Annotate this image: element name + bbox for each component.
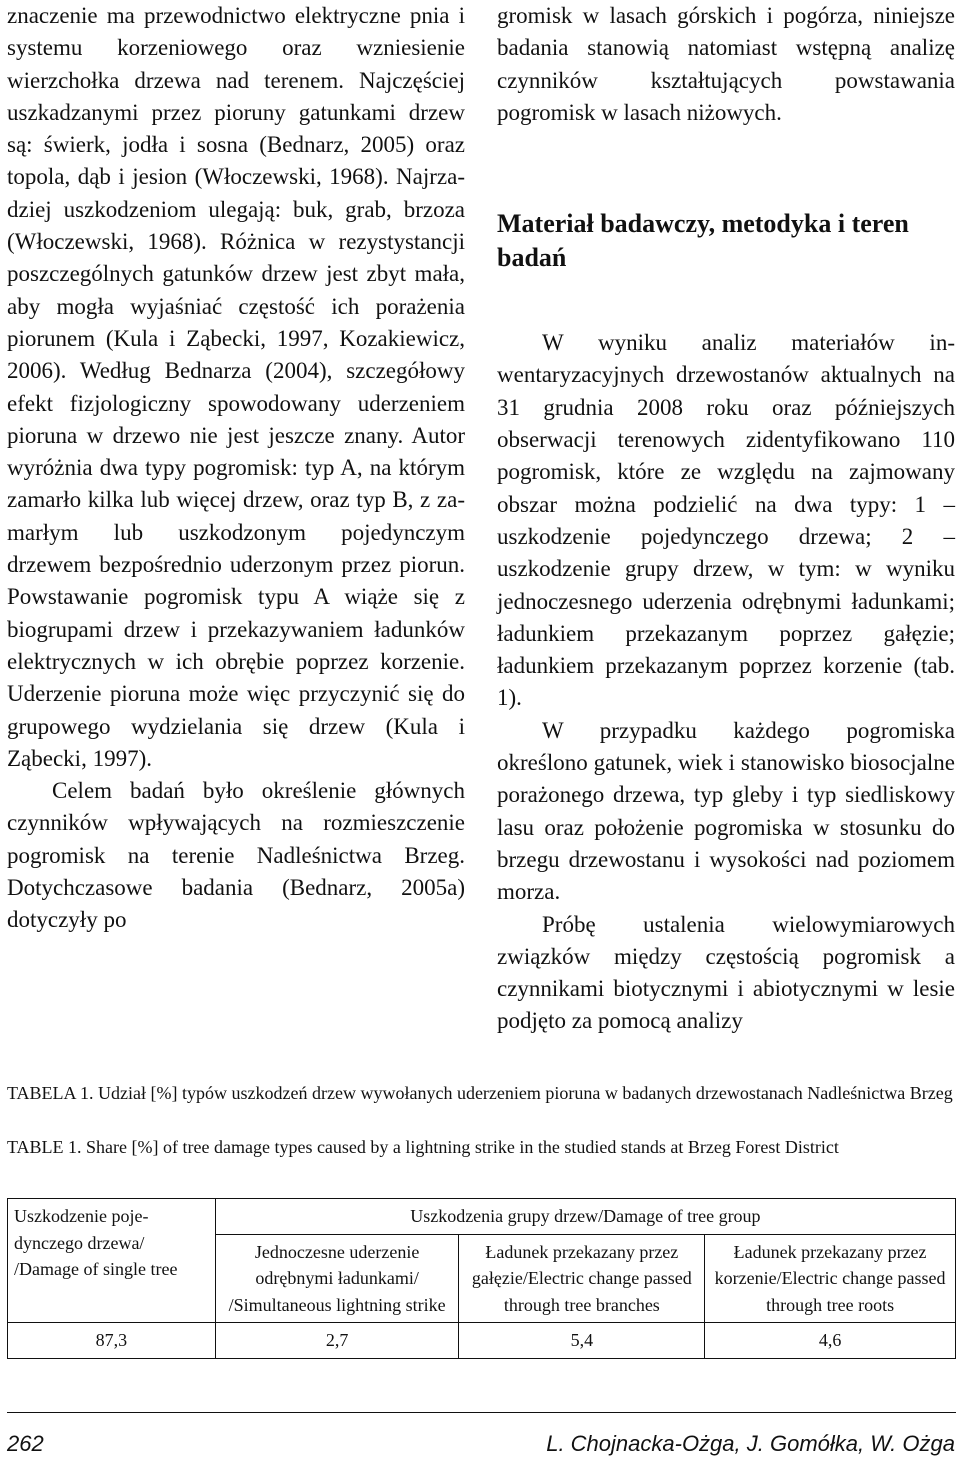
left-paragraph-1: znaczenie ma przewodnictwo elektryczne pnia i systemu korzeniowego oraz wzniesienie wierzchołka drzewa nad terenem. Najczęściej uszkadzanymi przez pioruny gatunkami drzew są: świerk, jodła i sosna (Bednarz, 2005) oraz topola, dąb i jesion (Włoczewski, 1968). Najrzadziej uszkodzeniom ulegają: buk, grab, brzoza (Włoczewski, 1968). Różnica w rezystystancji poszczególnych gatunków drzew jest zbyt mała, aby mogła wyjaśniać częstość ich porażenia piorunem (Kula i Ząbecki, 1997, Kozakiewicz, 2006). Według Bednarza (2004), szczegółowy efekt fizjologiczny spowodowany uderzeniem pioruna w drzewo nie jest jeszcze znany. Autor wyróżnia dwa typy pogromisk: typ A, na którym zamarło kilka lub więcej drzew, oraz typ B, z zamarłym lub uszkodzonym pojedynczym drzewem bezpośrednio uderzonym przez piorun. Powstawanie pogromisk typu A wiąże się z biogrupami drzew i przekazywaniem ładunków elektrycznych w ich obrębie poprzez korzenie. Uderzenie pioruna może więc przyczynić się do grupowego wydzielania się drzew (Kula i Ząbecki, 1997). bbox=[7, 3, 465, 771]
section-heading: Materiał badawczy, metodyka i teren badań bbox=[497, 209, 909, 273]
left-paragraph-2: Celem badań było określenie głównych czynników wpływających na rozmieszczenie pogromisk na terenie Nadleśnictwa Brzeg. Dotychczasowe badania (Bednarz, 2005a) dotyczyły po bbox=[7, 778, 465, 933]
single-tree-header: Uszkodzenie pojedynczego drzewa/ /Damage of single tree bbox=[8, 1199, 216, 1323]
damage-types-table bbox=[7, 1198, 956, 1359]
branches-charge-value: 5,4 bbox=[459, 1323, 705, 1359]
table-header-row bbox=[8, 1199, 956, 1235]
simultaneous-strike-value: 2,7 bbox=[215, 1323, 459, 1359]
right-paragraph-4: Próbę ustalenia wielowymiarowych związków między częstością pogromisk a czynnikami biotycznymi i abiotycznymi w lesie podjęto za pomocą analizy bbox=[497, 911, 955, 1034]
roots-charge-header: Ładunek przekazany przez korzenie/Electric change passed through tree roots bbox=[705, 1234, 956, 1323]
left-column bbox=[7, 0, 465, 937]
table-caption-english: TABLE 1. Share [%] of tree damage types caused by a lightning strike in the studied stands at Brzeg Forest District bbox=[7, 1137, 839, 1157]
right-paragraph-1: gromisk w lasach górskich i pogórza, niniejsze badania stanowią natomiast wstępną analizę czynników kształtujących powstawania pogromisk w lasach niżowych. bbox=[497, 3, 955, 125]
tree-group-header: Uszkodzenia grupy drzew/Damage of tree group bbox=[215, 1199, 955, 1235]
simultaneous-strike-header: Jednoczesne uderzenie odrębnymi ładunkami/ /Simultaneous lightning strike bbox=[215, 1234, 459, 1323]
roots-charge-value: 4,6 bbox=[705, 1323, 956, 1359]
footer-divider bbox=[7, 1412, 956, 1413]
running-footer-authors: L. Chojnacka-Ożga, J. Gomółka, W. Ożga bbox=[546, 1431, 955, 1456]
right-column bbox=[497, 0, 955, 1038]
branches-charge-header: Ładunek przekazany przez gałęzie/Electric change passed through tree branches bbox=[459, 1234, 705, 1323]
right-paragraph-3: W przypadku każdego pogromiska określono gatunek, wiek i stanowisko biosocjalne porażonego drzewa, typ gleby i typ siedliskowy lasu oraz położenie pogromiska w stosunku do brzegu drzewostanu i wysokości nad poziomem morza. bbox=[497, 717, 955, 905]
single-tree-value: 87,3 bbox=[8, 1323, 216, 1359]
right-paragraph-2: W wyniku analiz materiałów inwentaryzacyjnych drzewostanów aktualnych na 31 grudnia 2008 roku oraz późniejszych obserwacji terenowych zidentyfikowano 110 pogromisk, które ze względu na zajmowany obszar można podzielić na dwa typy: 1 – uszkodzenie pojedynczego drzewa; 2 – uszkodzenie grupy drzew, w tym: w wyniku jednoczesnego uderzenia odrębnymi ładunkami; ładunkiem przekazanym poprzez gałęzie; ładunkiem przekazanym poprzez korzenie (tab. 1). bbox=[497, 330, 955, 711]
table-row bbox=[8, 1323, 956, 1359]
page-number: 262 bbox=[7, 1431, 44, 1456]
table-caption-polish: TABELA 1. Udział [%] typów uszkodzeń drzew wywołanych uderzeniem pioruna w badanych drzewostanach Nadleśnictwa Brzeg bbox=[7, 1083, 953, 1103]
